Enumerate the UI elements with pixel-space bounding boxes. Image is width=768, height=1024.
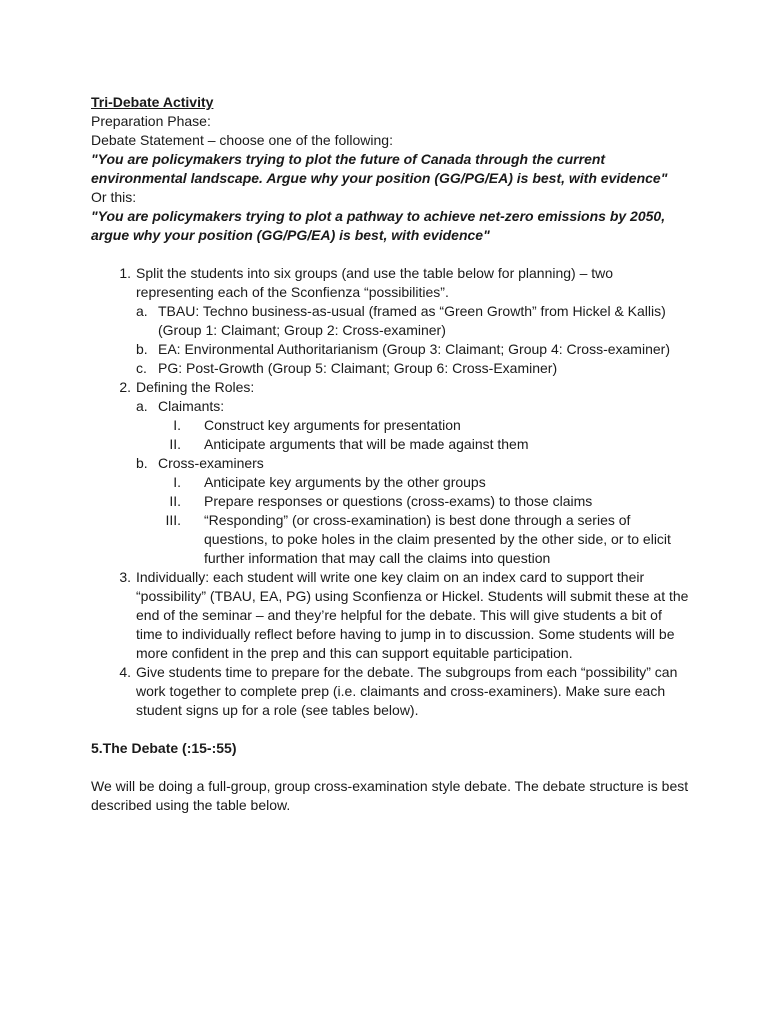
sub-item-text: EA: Environmental Authoritarianism (Group 3: Claimant; Group 4: Cross-examiner) [158,341,670,357]
instruction-list [91,264,691,720]
section-5-body: We will be doing a full-group, group cross-examination style debate. The debate structure is best described using the table below. [91,778,689,813]
roman-item-text: Prepare responses or questions (cross-exams) to those claims [204,493,593,509]
list-letter: b. [136,455,148,471]
list-item-text: Give students time to prepare for the debate. The subgroups from each “possibility” can work together to complete prep (i.e. claimants and cross-examiners). Make sure each student signs up for a role (see tables below). [136,664,678,718]
roman-item [91,435,691,454]
list-letter: a. [136,303,148,319]
roman-item [91,511,691,568]
debate-statement-2: "You are policymakers trying to plot a pathway to achieve net-zero emissions by 2050, argue why your position (GG/PG/EA) is best, with evidence" [91,208,666,243]
list-letter: a. [136,398,148,414]
list-item-1 [91,264,691,302]
sub-item-claimants [91,397,691,416]
roman-numeral: I. [173,417,181,433]
roman-numeral: I. [173,474,181,490]
roman-item-text: Anticipate arguments that will be made against them [204,436,529,452]
list-item-text: Defining the Roles: [136,379,255,395]
or-this-label: Or this: [91,189,137,205]
roman-item [91,416,691,435]
roman-item [91,473,691,492]
list-item-2 [91,378,691,397]
sub-item-text: TBAU: Techno business-as-usual (framed as “Green Growth” from Hickel & Kallis) (Group 1: Claimant; Group 2: Cross-examiner) [158,303,666,338]
spacer [91,758,691,777]
prep-phase-label: Preparation Phase: [91,113,211,129]
section-5-heading: 5.The Debate (:15-:55) [91,740,237,756]
sub-item-b [91,340,691,359]
spacer [91,720,691,739]
roman-item-text: Anticipate key arguments by the other groups [204,474,486,490]
statement-intro: Debate Statement – choose one of the following: [91,132,393,148]
sub-item-text: Claimants: [158,398,225,414]
list-number: 4. [119,664,131,680]
document-page [91,93,691,815]
list-item-3 [91,568,691,663]
roman-item-text: “Responding” (or cross-examination) is best done through a series of questions, to poke holes in the claim presented by the other side, or to elicit further information that may call the claims into question [204,512,671,566]
sub-item-c [91,359,691,378]
list-item-4 [91,663,691,720]
list-letter: c. [136,360,147,376]
roman-item-text: Construct key arguments for presentation [204,417,461,433]
list-number: 3. [119,569,131,585]
list-item-text: Split the students into six groups (and use the table below for planning) – two representing each of the Sconfienza “possibilities”. [136,265,614,300]
sub-item-text: PG: Post-Growth (Group 5: Claimant; Group 6: Cross-Examiner) [158,360,558,376]
list-number: 1. [119,265,131,281]
roman-numeral: II. [169,493,181,509]
sub-item-text: Cross-examiners [158,455,264,471]
roman-numeral: III. [165,512,181,528]
list-number: 2. [119,379,131,395]
sub-item-cross-examiners [91,454,691,473]
roman-numeral: II. [169,436,181,452]
list-letter: b. [136,341,148,357]
debate-statement-1: "You are policymakers trying to plot the future of Canada through the current environmental landscape. Argue why your position (GG/PG/EA) is best, with evidence" [91,151,668,186]
list-item-text: Individually: each student will write one key claim on an index card to support their “possibility” (TBAU, EA, PG) using Sconfienza or Hickel. Students will submit these at the end of the seminar – and they’re helpful for the debate. This will give students a bit of time to individually reflect before having to jump in to discussion. Some students will be more confident in the prep and this can support equitable participation. [136,569,689,661]
sub-item-a [91,302,691,340]
roman-item [91,492,691,511]
document-title: Tri-Debate Activity [91,94,214,110]
